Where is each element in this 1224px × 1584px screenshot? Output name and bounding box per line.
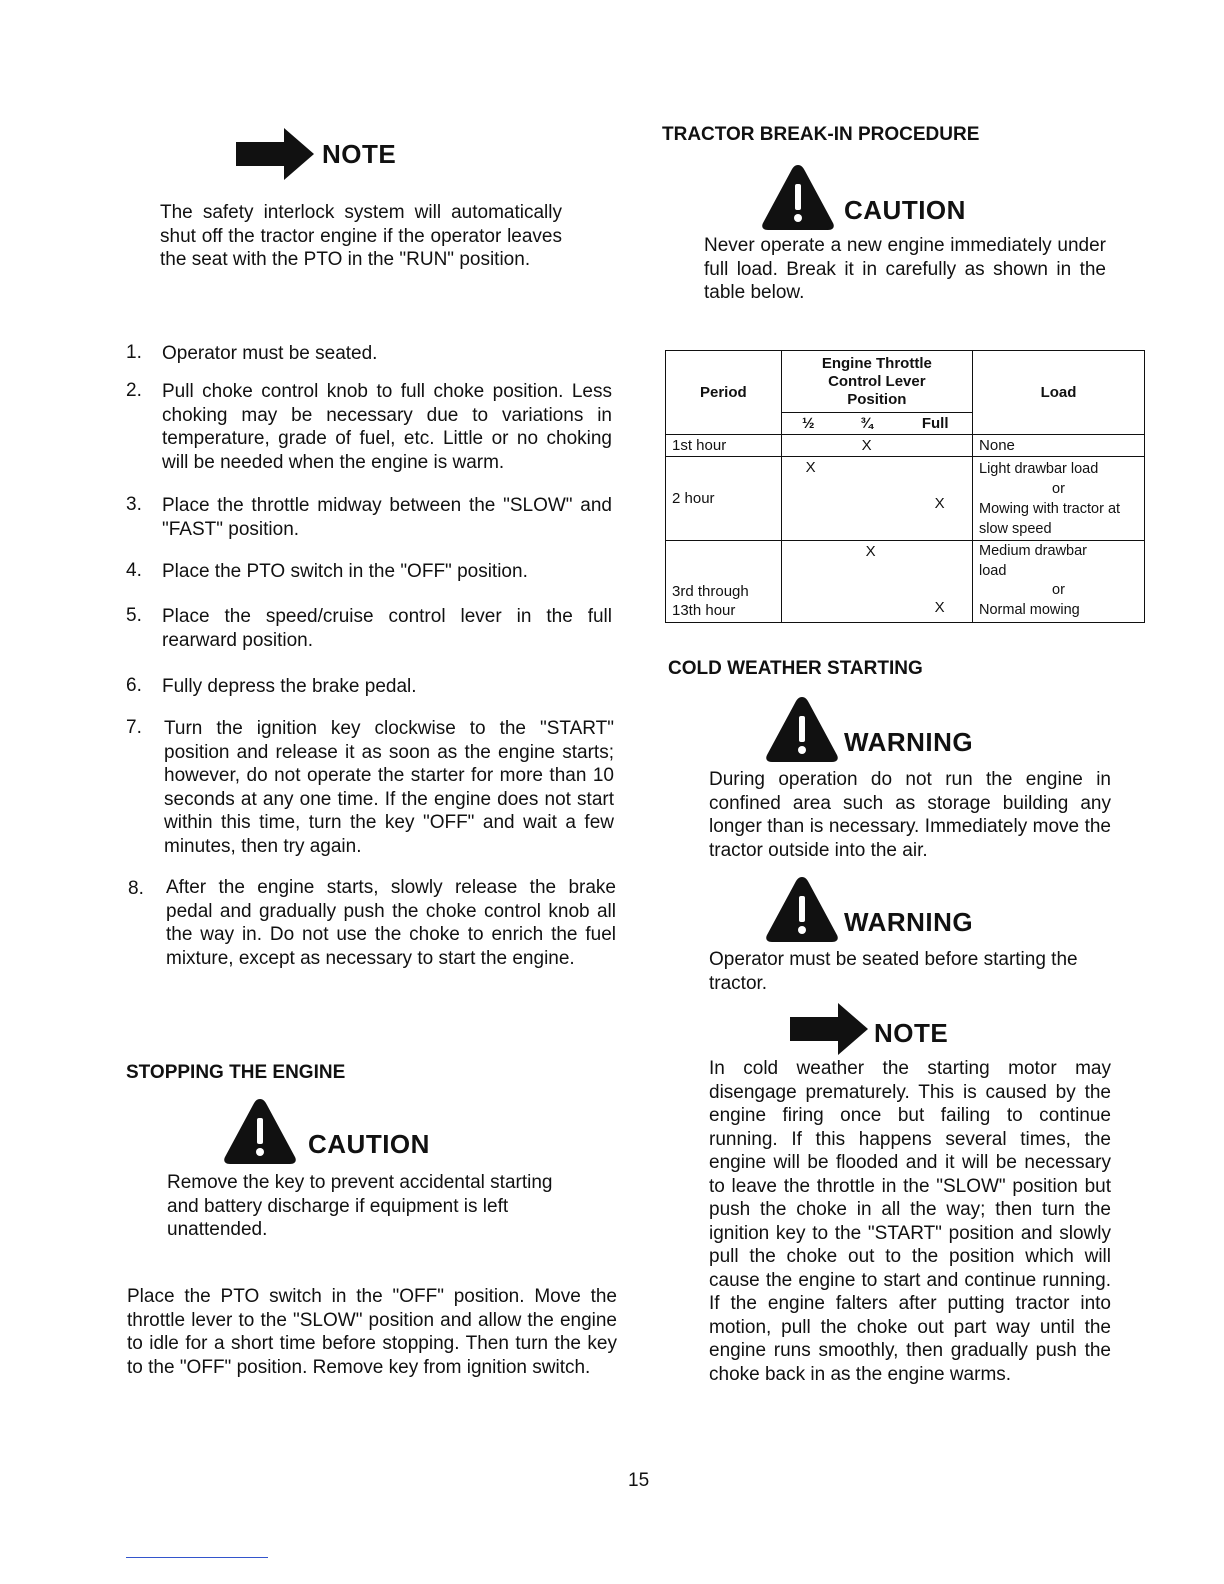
warning-callout [764, 694, 1004, 764]
header-full: Full [898, 413, 972, 435]
step-text: Place the throttle midway between the "SLOW" and "FAST" position. [162, 495, 612, 540]
step-text: Place the PTO switch in the "OFF" position. [162, 561, 528, 582]
cell-mark: X [934, 495, 945, 512]
breakin-table [665, 350, 1145, 623]
step-number: 4. [126, 560, 142, 581]
load-line: Medium drawbar load [979, 543, 1088, 579]
step-text: Pull choke control knob to full choke position. Less choking may be necessary due to variations in temperature, grade of fuel, etc. Little or no choking will be needed when the engine is warm. [162, 381, 612, 473]
load-line: Mowing with tractor at slow speed [979, 500, 1121, 537]
step-text: Fully depress the brake pedal. [162, 676, 417, 697]
step-number: 8. [128, 878, 144, 899]
step-text: Place the speed/cruise control lever in the full rearward position. [162, 606, 612, 651]
step-number: 5. [126, 605, 142, 626]
cell-mark: X [865, 543, 876, 560]
cell-marks [781, 457, 972, 541]
step-number: 1. [126, 342, 142, 363]
note-callout [234, 128, 434, 178]
cell-mark: X [934, 599, 945, 616]
load-line: Normal mowing [979, 601, 1080, 618]
step-text: Operator must be seated. [162, 343, 378, 364]
page-number: 15 [628, 1470, 650, 1491]
stopping-text: Place the PTO switch in the "OFF" position. Move the throttle lever to the "SLOW" position and allow the engine to idle for a short time before stopping. Then turn the key to the "OFF" position. Remove key from ignition switch. [127, 1286, 617, 1378]
step-number: 7. [126, 717, 142, 738]
load-line: Light drawbar load [979, 460, 1099, 477]
step-number: 3. [126, 494, 142, 515]
warning-callout [764, 874, 1004, 944]
cell-empty [781, 435, 835, 457]
header-throttle: Engine Throttle Control Lever Position [781, 351, 972, 413]
caution-title: CAUTION [844, 195, 966, 225]
period-text: 3rd through 13th hour [672, 583, 749, 619]
warning-triangle-icon [760, 162, 836, 232]
note-text: In cold weather the starting motor may disengage prematurely. This is caused by the engine firing once but failing to continue running. If this happens several times, the engine will be flooded and it will be necessary to leave the throttle in the "SLOW" position but push the choke in all the way; then turn the ignition key to the "START" position and slowly pull the choke out to the position which will cause the engine to start and continue running. If the engine falters after putting tractor into motion, pull the choke out part way until the engine runs smoothly, then gradually push the choke back in as the engine warms. [709, 1058, 1111, 1385]
section-heading: COLD WEATHER STARTING [668, 658, 923, 679]
step-number: 6. [126, 675, 142, 696]
arrow-icon [788, 1003, 870, 1055]
header-three-quarter: ¾ [835, 413, 898, 435]
warning-text: Operator must be seated before starting the tractor. [709, 949, 1078, 994]
load-or: or [1052, 480, 1065, 497]
divider [126, 1557, 268, 1558]
cell-empty [898, 435, 972, 457]
section-heading: STOPPING THE ENGINE [126, 1062, 346, 1083]
caution-text: Never operate a new engine immediately under full load. Break it in carefully as shown in the table below. [704, 235, 1106, 303]
note-title: NOTE [322, 139, 397, 169]
caution-callout [222, 1096, 442, 1166]
step-number: 2. [126, 380, 142, 401]
cell-period: 1st hour [666, 435, 782, 457]
caution-title: CAUTION [308, 1129, 430, 1159]
cell-load [973, 457, 1145, 541]
step-text: After the engine starts, slowly release the brake pedal and gradually push the choke control knob all the way in. Do not use the choke to enrich the fuel mixture, except as necessary to start the engine. [166, 877, 616, 969]
warning-title: WARNING [844, 907, 974, 937]
cell-mark: X [835, 435, 898, 457]
load-or: or [1052, 582, 1065, 598]
section-heading: TRACTOR BREAK-IN PROCEDURE [662, 124, 980, 145]
caution-text: Remove the key to prevent accidental starting and battery discharge if equipment is left unattended. [167, 1172, 553, 1240]
warning-triangle-icon [222, 1096, 298, 1166]
cell-mark: X [805, 459, 816, 476]
cell-period: 2 hour [666, 457, 782, 541]
header-period: Period [666, 351, 782, 435]
note-callout [788, 1003, 988, 1053]
warning-triangle-icon [764, 874, 840, 944]
note-text: The safety interlock system will automatically shut off the tractor engine if the operator leaves the seat with the PTO in the "RUN" position. [160, 202, 562, 270]
warning-triangle-icon [764, 694, 840, 764]
cell-load: None [973, 435, 1145, 457]
arrow-icon [234, 128, 316, 180]
cell-marks [781, 541, 972, 623]
header-load: Load [973, 351, 1145, 435]
warning-text: During operation do not run the engine in confined area such as storage building any longer than is necessary. Immediately move the tractor outside into the air. [709, 769, 1111, 861]
cell-period [666, 541, 782, 623]
cell-load [973, 541, 1145, 623]
warning-title: WARNING [844, 727, 974, 757]
caution-callout [760, 162, 980, 232]
note-title: NOTE [874, 1018, 949, 1048]
header-half: ½ [781, 413, 835, 435]
step-text: Turn the ignition key clockwise to the "START" position and release it as soon as the engine starts; however, do not operate the starter for more than 10 seconds at any one time. If the engine does not start within this time, turn the key "OFF" and wait a few minutes, then try again. [164, 718, 614, 857]
